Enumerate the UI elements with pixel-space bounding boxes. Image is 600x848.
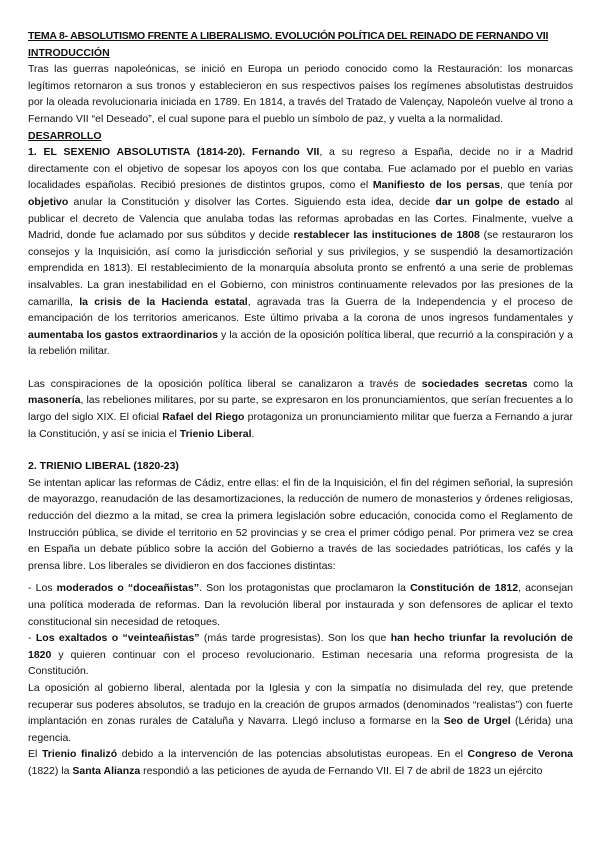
trienio-heading: 2. TRIENIO LIBERAL (1820-23) bbox=[28, 460, 179, 473]
intro-heading: INTRODUCCIÓN bbox=[28, 46, 110, 59]
list-item-exaltados: - Los exaltados o “veinteañistas” (más tarde progresistas). Son los que han hecho triunfar la revolución de 1820 y quieren continuar con el proceso revolucionario. Estiman necesaria una reforma progresista de la Constitución. bbox=[28, 632, 574, 678]
document-page bbox=[28, 28, 573, 780]
conspiraciones-paragraph: Las conspiraciones de la oposición política liberal se canalizaron a través de sociedades secretas como la masonería, las rebeliones militares, por su parte, se expresaron en los pronunciamientos, que serían frecuentes a lo largo del siglo XIX. El oficial Rafael del Riego protagoniza un pronunciamiento militar que fuerza a Fernando a jurar la Constitución, y así se inicia el Trienio Liberal. bbox=[28, 377, 574, 440]
sexenio-title: 1. EL SEXENIO ABSOLUTISTA (1814-20). Fernando VII bbox=[28, 146, 320, 159]
fin-trienio-paragraph: El Trienio finalizó debido a la intervención de las potencias absolutistas europeas. En el Congreso de Verona (1822) la Santa Alianza respondió a las peticiones de ayuda de Fernando VII. El 7 de abril de 1823 un ejército bbox=[28, 748, 573, 777]
intro-paragraph: Tras las guerras napoleónicas, se inició en Europa un periodo conocido como la Restauración: los monarcas legítimos retornaron a sus tronos y establecieron en sus respectivos países los regímenes absolutistas destruidos por la oleada revolucionaria iniciada en 1789. En 1814, a través del Tratado de Valençay, Napoleón vuelve al trono a Fernando VII “el Deseado”, el cual supone para el pueblo un símbolo de paz, y vuelta a la normalidad. bbox=[28, 63, 573, 125]
list-item-moderados: - Los moderados o “doceañistas”. Son los protagonistas que proclamaron la Constitución de 1812, aconsejan una política moderada de reformas. Dan la revolución liberal por instaurada y son defensores de aplicar el texto constitucional sin necesidad de retoques. bbox=[28, 582, 573, 628]
sexenio-paragraph: 1. EL SEXENIO ABSOLUTISTA (1814-20). Fernando VII, a su regreso a España, decide no ir a Madrid directamente con el objetivo de sopesar los apoyos con los que contaba. Fue aclamado por el pueblo en varias localidades españolas. Recibió presiones de distintos grupos, como el Manifiesto de los persas, que tenía por objetivo anular la Constitución y disolver las Cortes. Siguiendo esta idea, decide dar un golpe de estado al publicar el decreto de Valencia que anulaba todas las reformas aprobadas en las Cortes. Finalmente, vuelve a Madrid, donde fue aclamado por sus súbditos y decide restablecer las instituciones de 1808 (se restauraron los consejos y la Inquisición, así como la jurisdicción señorial y sus privilegios, y se suspendió la desamortización emprendida en 1813). El restablecimiento de la monarquía absoluta pronto se enfrentó a una serie de problemas insalvables. La gran inestabilidad en el Gobierno, con ministros continuamente relevados por las presiones de la camarilla, la crisis de la Hacienda estatal, agravada tras la Guerra de la Independencia y el proceso de emancipación de los territorios americanos. Este último privaba a la corona de unos ingresos fundamentales y aumentaba los gastos extraordinarios y la acción de la oposición política liberal, que recurrió a la conspiración y a la rebelión militar. bbox=[28, 146, 573, 358]
trienio-paragraph: Se intentan aplicar las reformas de Cádiz, entre ellas: el fin de la Inquisición, el fin del régimen señorial, la supresión de mayorazgo, reanudación de las desamortizaciones, la reducción de numero de monasterios y órdenes religiosas, reducción del diezmo a la mitad, se crea la primera legislación sobre educación, conocida como el Reglamento de Instrucción pública, se divide el territorio en 52 provincias y se crea el primer código penal. Por primera vez se crea en España un debate público sobre la acción del Gobierno a través de las sociedades patrióticas, los cafés y la prensa libre. Los liberales se dividieron en dos facciones distintas: bbox=[28, 476, 573, 572]
oposicion-paragraph: La oposición al gobierno liberal, alentada por la Iglesia y con la simpatía no disimulada del rey, que pretende recuperar sus poderes absolutos, se tradujo en la creación de grupos armados (denominados “realistas”) con fuerte implantación en zonas rurales de Cataluña y Navarra. Llegó incluso a formarse en la Seo de Urgel (Lérida) una regencia. bbox=[28, 681, 573, 744]
desarrollo-heading: DESARROLLO bbox=[28, 129, 102, 142]
document-title: TEMA 8- ABSOLUTISMO FRENTE A LIBERALISMO. EVOLUCIÓN POLÍTICA DEL REINADO DE FERNANDO VII bbox=[28, 30, 549, 42]
